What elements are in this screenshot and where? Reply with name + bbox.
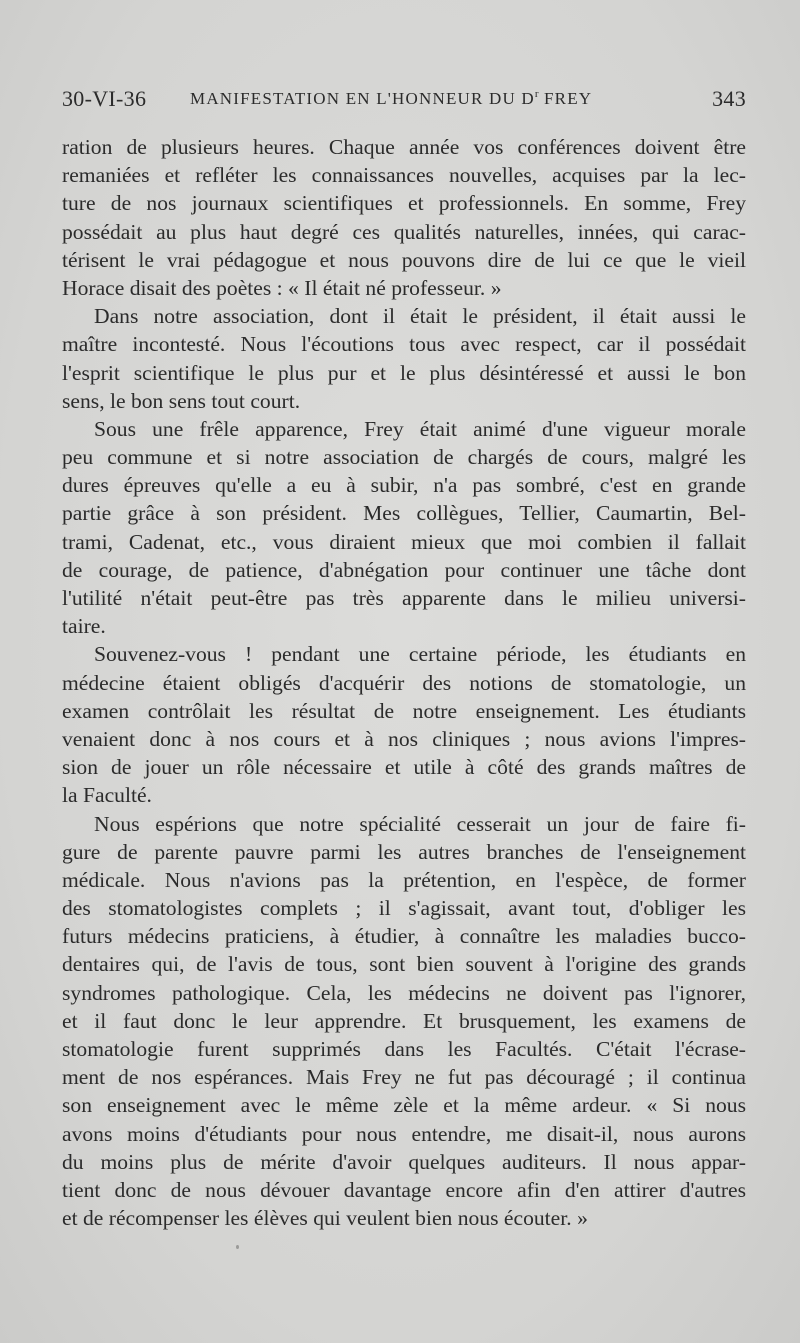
text-line: dures épreuves qu'elle a eu à subir, n'a pas sombré, c'est en grande (62, 473, 746, 498)
text-line: et de récompenser les élèves qui veulent bien nous écouter. » (62, 1206, 588, 1231)
text-line: des stomatologistes complets ; il s'agissait, avant tout, d'obliger les (62, 896, 746, 921)
text-line: médecine étaient obligés d'acquérir des notions de stomatologie, un (62, 670, 746, 695)
body-text (62, 133, 746, 1232)
text-line: ration de plusieurs heures. Chaque année vos conférences doivent être (62, 135, 746, 159)
text-line: peu commune et si notre association de chargés de cours, malgré les (62, 445, 746, 470)
header-title-end: FREY (538, 89, 593, 108)
paragraph-first-line: Souvenez-vous ! pendant une certaine période, les étudiants en (94, 642, 746, 667)
text-line: dentaires qui, de l'avis de tous, sont bien souvent à l'origine des grands (62, 952, 746, 977)
header-title-superscript: r (534, 88, 539, 100)
paper-speck (236, 1245, 239, 1249)
text-line: sion de jouer un rôle nécessaire et utile à côté des grands maîtres de (62, 755, 746, 780)
text-line: sens, le bon sens tout court. (62, 388, 301, 413)
text-line: son enseignement avec le même zèle et la même ardeur. « Si nous (62, 1093, 746, 1118)
text-line: partie grâce à son président. Mes collègues, Tellier, Caumartin, Bel- (62, 501, 746, 526)
text-line: examen contrôlait les résultat de notre enseignement. Les étudiants (62, 698, 746, 723)
paragraph-first-line: Sous une frêle apparence, Frey était animé d'une vigueur morale (94, 416, 746, 441)
text-line: gure de parente pauvre parmi les autres branches de l'enseignement (62, 839, 746, 864)
text-line: térisent le vrai pédagogue et nous pouvons dire de lui ce que le vieil (62, 247, 746, 272)
text-line: taire. (62, 614, 106, 639)
text-line: ture de nos journaux scientifiques et professionnels. En somme, Frey (62, 191, 746, 216)
page-number: 343 (712, 86, 746, 111)
running-head (62, 86, 746, 116)
text-line: de courage, de patience, d'abnégation pour continuer une tâche dont (62, 557, 746, 582)
paragraph-first-line: Dans notre association, dont il était le président, il était aussi le (94, 304, 746, 329)
text-line: syndromes pathologique. Cela, les médecins ne doivent pas l'ignorer, (62, 980, 746, 1005)
text-line: du moins plus de mérite d'avoir quelques auditeurs. Il nous appar- (62, 1149, 746, 1174)
text-line: remaniées et refléter les connaissances nouvelles, acquises par la lec- (62, 163, 746, 188)
text-line: Horace disait des poètes : « Il était né professeur. » (62, 275, 502, 300)
text-line: ment de nos espérances. Mais Frey ne fut pas découragé ; il continua (62, 1065, 746, 1090)
text-line: venaient donc à nos cours et à nos cliniques ; nous avions l'impres- (62, 726, 746, 751)
text-line: futurs médecins praticiens, à étudier, à connaître les maladies bucco- (62, 924, 746, 949)
text-line: possédait au plus haut degré ces qualités naturelles, innées, qui carac- (62, 219, 746, 244)
text-line: avons moins d'étudiants pour nous entendre, me disait-il, nous aurons (62, 1121, 746, 1146)
text-line: l'esprit scientifique le plus pur et le plus désintéressé et aussi le bon (62, 360, 746, 385)
text-line: l'utilité n'était peut-être pas très apparente dans le milieu universi- (62, 586, 746, 610)
header-title-main: MANIFESTATION EN L'HONNEUR DU D (190, 89, 535, 108)
text-line: stomatologie furent supprimés dans les Facultés. C'était l'écrase- (62, 1037, 746, 1061)
text-line: tient donc de nous dévouer davantage encore afin d'en attirer d'autres (62, 1177, 746, 1202)
text-line: et il faut donc le leur apprendre. Et brusquement, les examens de (62, 1008, 746, 1033)
text-line: médicale. Nous n'avions pas la prétention, en l'espèce, de former (62, 867, 746, 892)
header-title (190, 88, 592, 109)
paragraph-first-line: Nous espérions que notre spécialité cesserait un jour de faire fi- (94, 811, 746, 836)
header-date: 30-VI-36 (62, 86, 147, 111)
text-line: trami, Cadenat, etc., vous diraient mieux que moi combien il fallait (62, 529, 746, 554)
text-line: maître incontesté. Nous l'écoutions tous avec respect, car il possédait (62, 332, 746, 357)
text-line: la Faculté. (62, 783, 152, 808)
